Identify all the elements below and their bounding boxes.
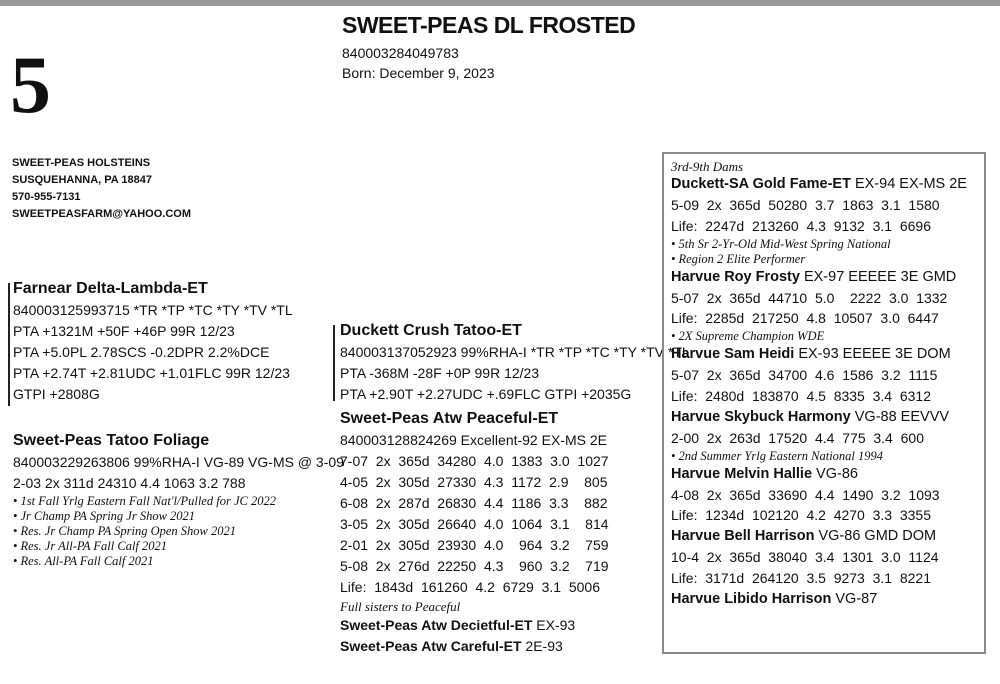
ancestor-dams-box: [662, 152, 986, 654]
sire-line: PTA +1321M +50F +46P 99R 12/23: [13, 323, 235, 339]
dam-line: 2-03 2x 311d 24310 4.4 1063 3.2 788: [13, 475, 246, 491]
sire-bracket: [8, 283, 10, 406]
dam4-name: Harvue Roy Frosty: [671, 268, 800, 285]
dam7-lifetime: Life: 1234d 102120 4.2 4270 3.3 3355: [671, 507, 931, 524]
sire-name: Farnear Delta-Lambda-ET: [13, 280, 208, 297]
dam6-name: Harvue Skybuck Harmony: [671, 408, 851, 425]
sister-score: EX-93: [532, 617, 576, 633]
dam3-lifetime: Life: 2247d 213260 4.3 9132 3.1 6696: [671, 217, 931, 234]
dam8-class: VG-86 GMD DOM: [814, 528, 937, 545]
owner-address: SUSQUEHANNA, PA 18847: [12, 174, 152, 186]
mgd-record: 6-08 2x 287d 26830 4.4 1186 3.3 882: [340, 495, 608, 511]
mgd-record: 2-01 2x 305d 23930 4.0 964 3.2 759: [340, 537, 609, 553]
dam5: [671, 344, 984, 365]
dam4: [671, 267, 984, 288]
dam4-record: 5-07 2x 365d 44710 5.0 2222 3.0 1332: [671, 289, 948, 306]
mgd-record: 7-07 2x 365d 34280 4.0 1383 3.0 1027: [340, 453, 609, 469]
mgd-line: 840003128824269 Excellent-92 EX-MS 2E: [340, 432, 607, 448]
dam4-lifetime: Life: 2285d 217250 4.8 10507 3.0 6447: [671, 310, 939, 327]
maternal-granddam-block: [340, 408, 609, 657]
animal-header: [342, 12, 635, 83]
mgd-note: Full sisters to Peaceful: [340, 599, 461, 614]
dam7: [671, 464, 984, 485]
dam3-name: Duckett-SA Gold Fame-ET: [671, 176, 851, 192]
lot-number: 5: [10, 39, 51, 130]
dam8-record: 10-4 2x 365d 38040 3.4 1301 3.0 1124: [671, 549, 939, 566]
mgs-line: PTA +2.90T +2.27UDC +.69FLC GTPI +2035G: [340, 386, 632, 402]
dam7-record: 4-08 2x 365d 33690 4.4 1490 3.2 1093: [671, 486, 940, 503]
sister-1: [340, 615, 609, 636]
mgd-name: Sweet-Peas Atw Peaceful-ET: [340, 410, 559, 427]
mgs-line: 840003137052923 99%RHA-I *TR *TP *TC *TY *TV *TL: [340, 344, 690, 360]
birth-date: Born: December 9, 2023: [342, 65, 495, 81]
dam3-note: • 5th Sr 2-Yr-Old Mid-West Spring National: [671, 236, 891, 251]
sire-block: [13, 278, 293, 405]
mgd-record: 5-08 2x 276d 22250 4.3 960 3.2 719: [340, 558, 609, 574]
owner-info: [12, 155, 191, 223]
sire-line: GTPI +2808G: [13, 386, 100, 402]
dam4-class: EX-97 EEEEE 3E GMD: [799, 268, 957, 285]
dam3: [671, 174, 984, 195]
dam6-note: • 2nd Summer Yrlg Eastern National 1994: [671, 448, 884, 463]
dam9-name: Harvue Libido Harrison: [671, 590, 832, 607]
dam5-record: 5-07 2x 365d 34700 4.6 1586 3.2 1115: [671, 367, 938, 384]
maternal-grandsire-block: [340, 320, 690, 405]
mgs-name: Duckett Crush Tatoo-ET: [340, 322, 522, 339]
owner-email: SWEETPEASFARM@YAHOO.COM: [12, 208, 192, 220]
dam-honor: • Jr Champ PA Spring Jr Show 2021: [13, 509, 196, 523]
dam7-name: Harvue Melvin Hallie: [671, 465, 813, 482]
dam8-lifetime: Life: 3171d 264120 3.5 9273 3.1 8221: [671, 569, 931, 586]
dam9: [671, 589, 984, 610]
owner-farm: SWEET-PEAS HOLSTEINS: [12, 157, 151, 169]
mgd-record: 4-05 2x 305d 27330 4.3 1172 2.9 805: [340, 474, 608, 490]
animal-id: 840003284049783: [342, 45, 459, 61]
dam9-class: VG-87: [831, 590, 878, 607]
dam-honor: • 1st Fall Yrlg Eastern Fall Nat'l/Pulled for JC 2022: [13, 494, 276, 508]
mgd-lifetime: Life: 1843d 161260 4.2 6729 3.1 5006: [340, 579, 600, 595]
dam4-note: • 2X Supreme Champion WDE: [671, 329, 825, 344]
mgd-record: 3-05 2x 305d 26640 4.0 1064 3.1 814: [340, 516, 609, 532]
sire-line: 840003125993715 *TR *TP *TC *TY *TV *TL: [13, 302, 293, 318]
dam6: [671, 407, 984, 428]
dam7-class: VG-86: [812, 465, 858, 482]
mgs-line: PTA -368M -28F +0P 99R 12/23: [340, 365, 540, 381]
dam8-name: Harvue Bell Harrison: [671, 528, 815, 545]
sister-2: [340, 636, 609, 657]
sister-name: Sweet-Peas Atw Careful-ET: [340, 638, 522, 654]
animal-name: SWEET-PEAS DL FROSTED: [342, 12, 636, 38]
dam-honor: • Res. Jr All-PA Fall Calf 2021: [13, 539, 168, 553]
dam-name: Sweet-Peas Tatoo Foliage: [13, 432, 210, 449]
dam3-record: 5-09 2x 365d 50280 3.7 1863 3.1 1580: [671, 197, 940, 213]
dam5-name: Harvue Sam Heidi: [671, 346, 795, 363]
dam5-lifetime: Life: 2480d 183870 4.5 8335 3.4 6312: [671, 387, 931, 404]
sister-name: Sweet-Peas Atw Decietful-ET: [340, 617, 533, 633]
sire-line: PTA +5.0PL 2.78SCS -0.2DPR 2.2%DCE: [13, 344, 270, 360]
top-rule: [0, 0, 1000, 6]
dam6-class: VG-88 EEVVV: [850, 408, 950, 425]
dams-heading: 3rd-9th Dams: [671, 159, 744, 174]
sister-score: 2E-93: [521, 638, 563, 654]
dam-honor: • Res. All-PA Fall Calf 2021: [13, 554, 154, 568]
dam-line: 840003229263806 99%RHA-I VG-89 VG-MS @ 3-09: [13, 454, 344, 470]
mgs-bracket: [333, 325, 335, 401]
dam-block: [13, 430, 344, 569]
dam3-class: EX-94 EX-MS 2E: [850, 176, 967, 192]
dam-honor: • Res. Jr Champ PA Spring Open Show 2021: [13, 524, 237, 538]
dam3-note: • Region 2 Elite Performer: [671, 251, 806, 266]
owner-phone: 570-955-7131: [12, 191, 81, 203]
dam8: [671, 526, 984, 547]
sire-line: PTA +2.74T +2.81UDC +1.01FLC 99R 12/23: [13, 365, 290, 381]
dam6-record: 2-00 2x 263d 17520 4.4 775 3.4 600: [671, 429, 924, 446]
dam5-class: EX-93 EEEEE 3E DOM: [794, 346, 951, 363]
